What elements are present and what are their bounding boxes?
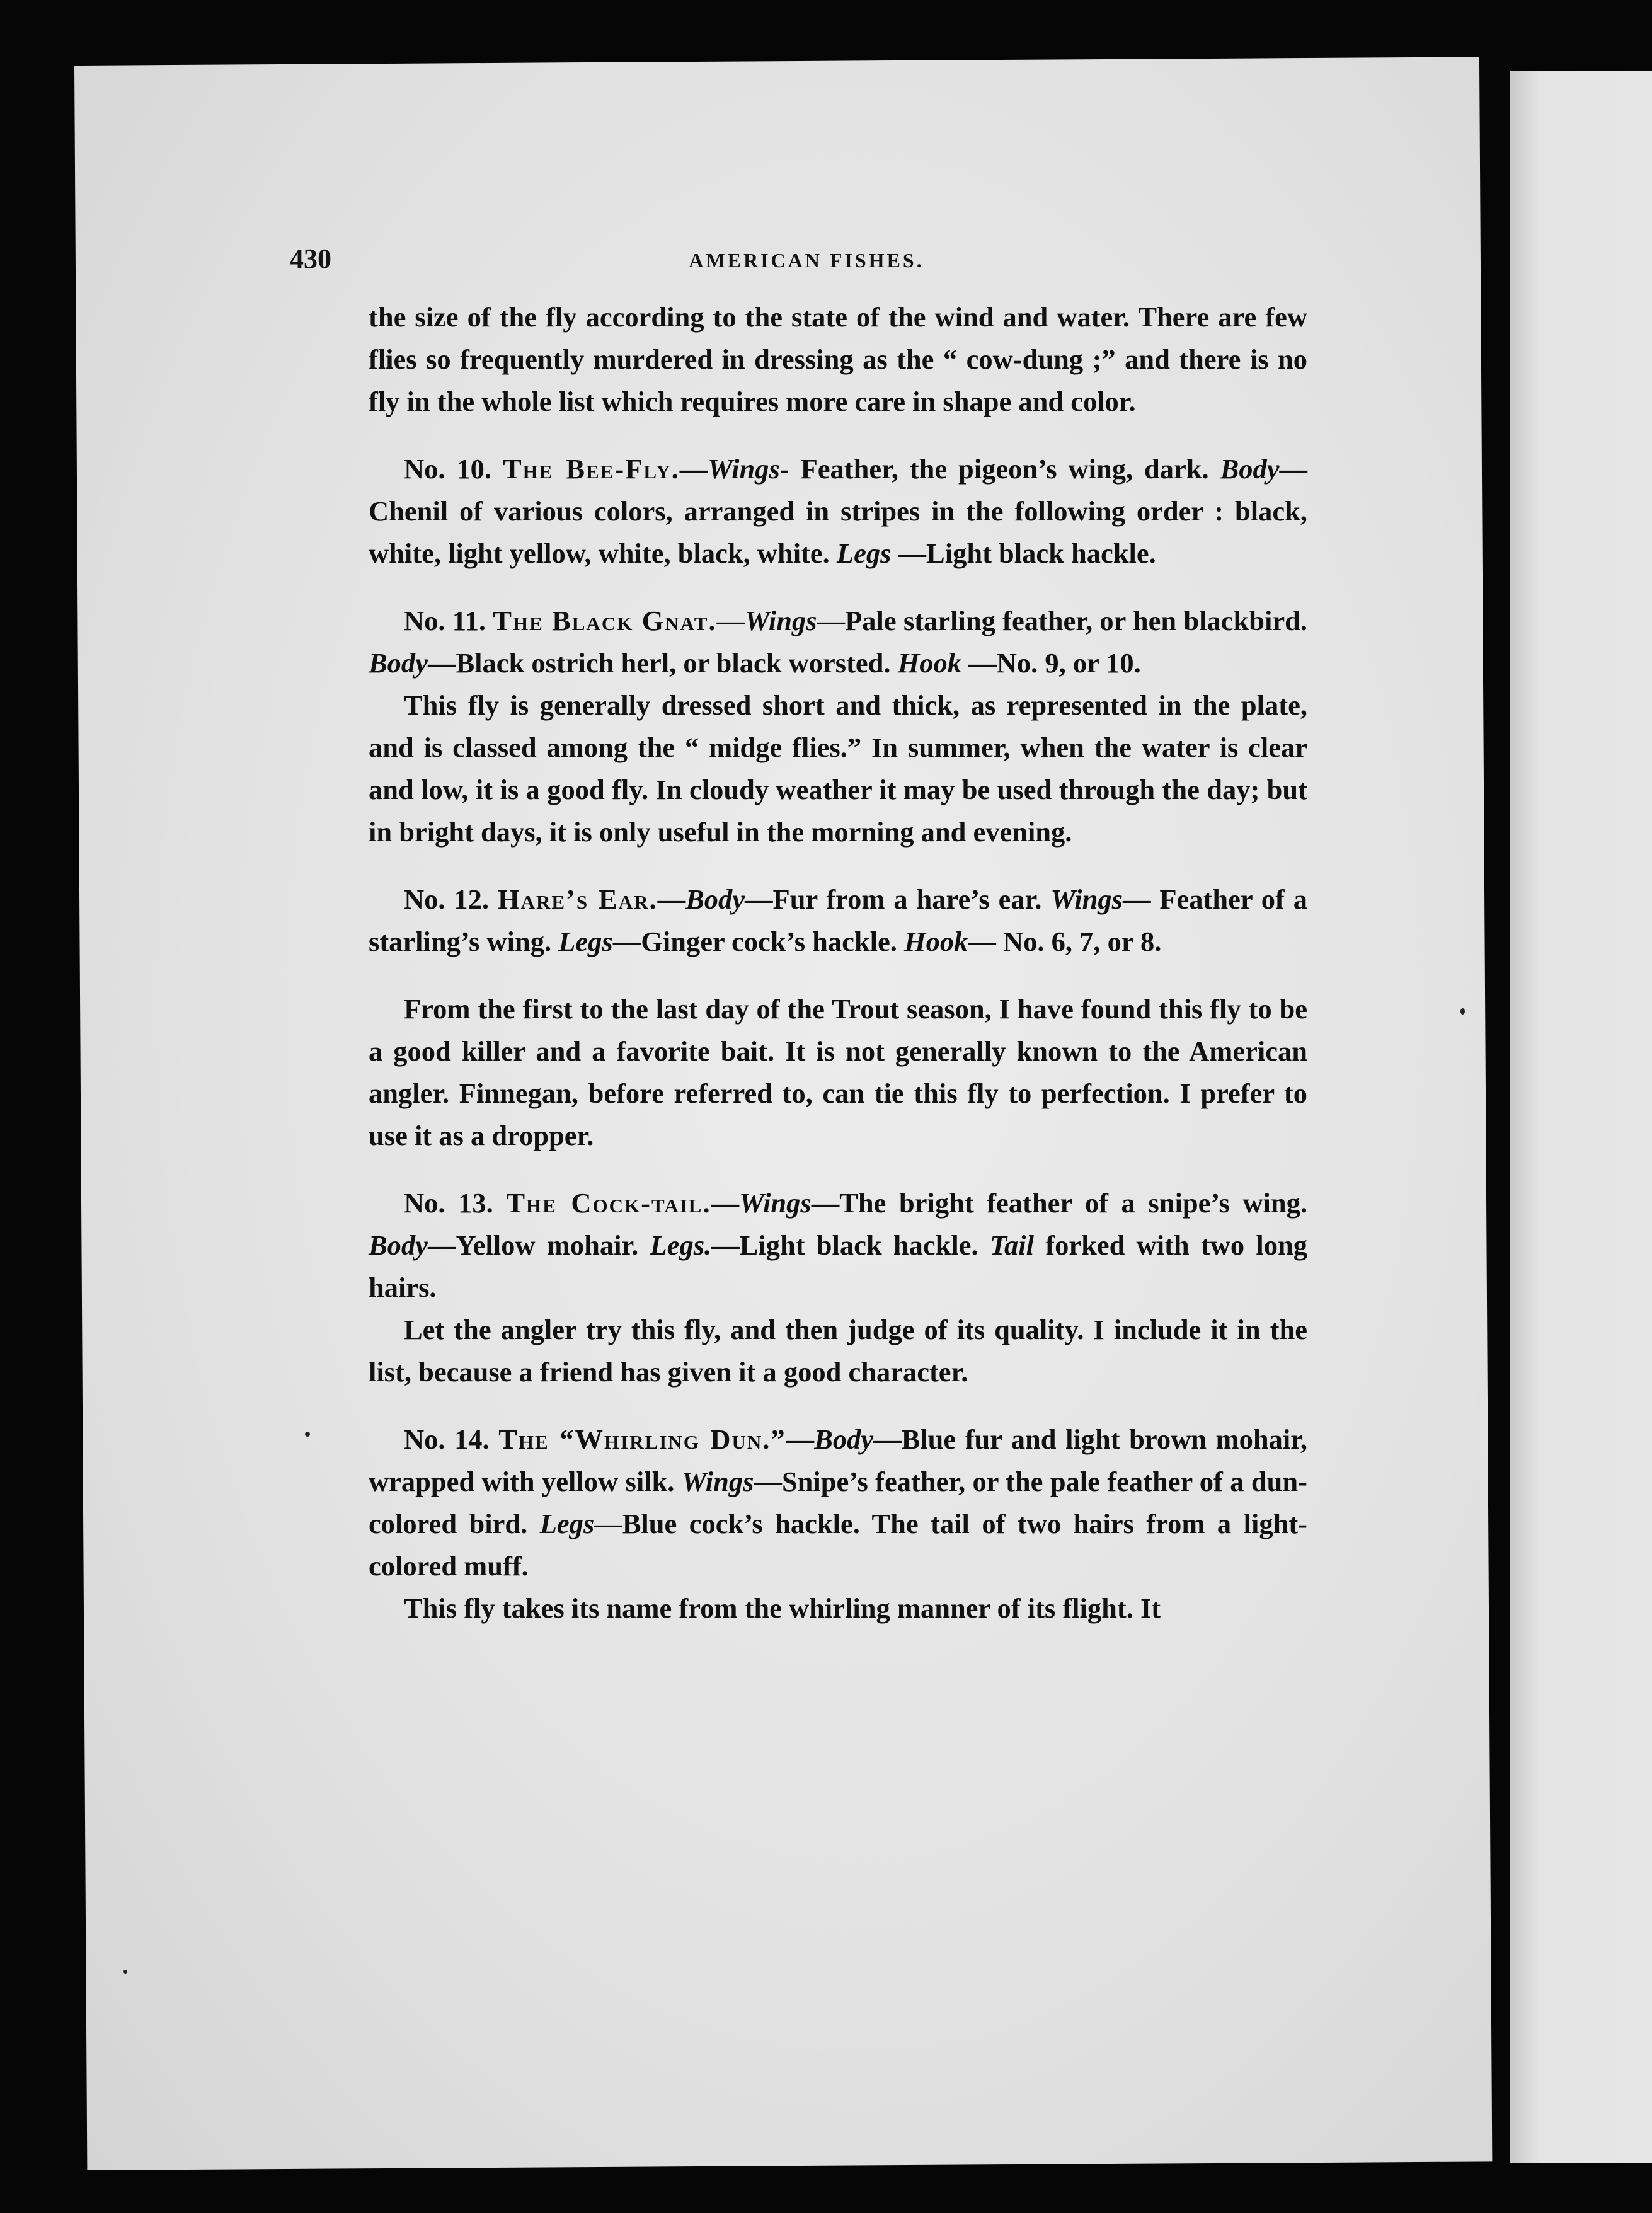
text-wings: — Feather of a starling’s wing.: [369, 883, 1307, 957]
label-wings: Wings-: [708, 453, 789, 485]
entry-number: No. 11.: [404, 605, 486, 636]
label-wings: Wings: [1050, 883, 1123, 915]
label-legs: Legs: [836, 537, 892, 569]
text-wings: —Pale starling feather, or hen blackbird.: [817, 605, 1308, 636]
paragraph-continuation: the size of the fly according to the state of the wind and water. There are few flies so frequently murdered in dressing as the “ cow-dung ;” and there is no fly in the whole list which requires more care in shape and color.: [369, 301, 1307, 417]
text-body: —Black ostrich herl, or black worsted.: [427, 647, 898, 679]
paragraph-hares-ear-notes: From the first to the last day of the Trout season, I have found this fly to be a good killer and a favorite bait. It is not generally known to the American angler. Finnegan, before referred to, can tie this fly to perfection. I prefer to use it as a dropper.: [369, 993, 1307, 1151]
entry-title: The Bee-Fly.: [502, 453, 680, 485]
text-body: —Yellow mohair.: [427, 1229, 650, 1261]
facing-page-edge: [1510, 71, 1652, 2163]
page-body: [369, 296, 1307, 1630]
entry-number: No. 14.: [404, 1423, 490, 1455]
fly-entry-cock-tail: [369, 1182, 1307, 1309]
text-body: —Fur from a hare’s ear.: [745, 883, 1051, 915]
label-wings: Wings: [681, 1466, 754, 1497]
fly-entry-bee-fly: [369, 448, 1307, 575]
text-hook: —No. 9, or 10.: [961, 647, 1141, 679]
label-wings: Wings: [739, 1187, 812, 1219]
entry-number: No. 10.: [404, 453, 492, 485]
print-speck: [1460, 1008, 1465, 1015]
page-number: 430: [290, 243, 331, 274]
text-wings: —The bright feather of a snipe’s wing.: [811, 1187, 1308, 1219]
entry-dash: —: [711, 1187, 740, 1219]
label-body: Body: [814, 1423, 874, 1455]
label-legs: Legs: [558, 926, 613, 957]
text-legs: —Light black hackle.: [711, 1229, 990, 1261]
print-speck: [305, 1432, 310, 1437]
label-body: Body: [1220, 453, 1280, 485]
page-header: [290, 243, 1323, 280]
label-legs: Legs: [539, 1508, 595, 1539]
entry-dash: —: [716, 605, 745, 636]
text-wings: —Snipe’s feather, or the pale feather of a dun-colored bird.: [369, 1466, 1307, 1539]
entry-title: Hare’s Ear.: [497, 883, 658, 915]
entry-dash: —: [679, 453, 708, 485]
fly-entry-whirling-dun: [369, 1418, 1307, 1587]
text-legs: —Light black hackle.: [891, 537, 1156, 569]
entry-title: The Cock-tail.: [506, 1187, 711, 1219]
text-body: —Chenil of various colors, arranged in stripes in the following order : black, white, light yellow, white, black, white.: [369, 453, 1307, 569]
label-body: Body: [369, 647, 428, 679]
entry-number: No. 12.: [404, 883, 490, 915]
running-head: AMERICAN FISHES.: [689, 249, 924, 272]
text-tail: forked with two long hairs.: [369, 1229, 1307, 1303]
fly-entry-black-gnat: [369, 600, 1307, 684]
label-hook: Hook: [904, 926, 968, 957]
label-legs: Legs.: [650, 1229, 712, 1261]
entry-title: The Black Gnat.: [493, 605, 717, 636]
label-hook: Hook: [897, 647, 962, 679]
label-wings: Wings: [745, 605, 817, 636]
text-wings: Feather, the pigeon’s wing, dark.: [789, 453, 1220, 485]
print-speck: [123, 1970, 127, 1974]
fly-entry-hares-ear: [369, 878, 1307, 963]
label-tail: Tail: [989, 1229, 1034, 1261]
entry-title: The “Whirling Dun.”: [498, 1423, 786, 1455]
paragraph-cock-tail-notes: Let the angler try this fly, and then judge of its quality. I include it in the list, because a friend has given it a good character.: [369, 1314, 1307, 1388]
paragraph-black-gnat-notes: This fly is generally dressed short and thick, as represented in the plate, and is classed among the “ midge flies.” In summer, when the water is clear and low, it is a good fly. In cloudy weather it may be used through the day; but in bright days, it is only useful in the morning and evening.: [369, 689, 1307, 848]
text-body: —Blue fur and light brown mohair, wrapped with yellow silk.: [369, 1423, 1308, 1497]
label-body: Body: [369, 1229, 428, 1261]
text-legs: —Ginger cock’s hackle.: [612, 926, 905, 957]
entry-dash: —: [786, 1423, 815, 1455]
text-legs: —Blue cock’s hackle. The tail of two hairs from a light-colored muff.: [369, 1508, 1307, 1582]
entry-dash: —: [657, 883, 686, 915]
entry-number: No. 13.: [404, 1187, 493, 1219]
paragraph-whirling-dun-notes: This fly takes its name from the whirling manner of its flight. It: [404, 1592, 1161, 1624]
label-body: Body: [685, 883, 745, 915]
text-hook: — No. 6, 7, or 8.: [968, 926, 1162, 957]
